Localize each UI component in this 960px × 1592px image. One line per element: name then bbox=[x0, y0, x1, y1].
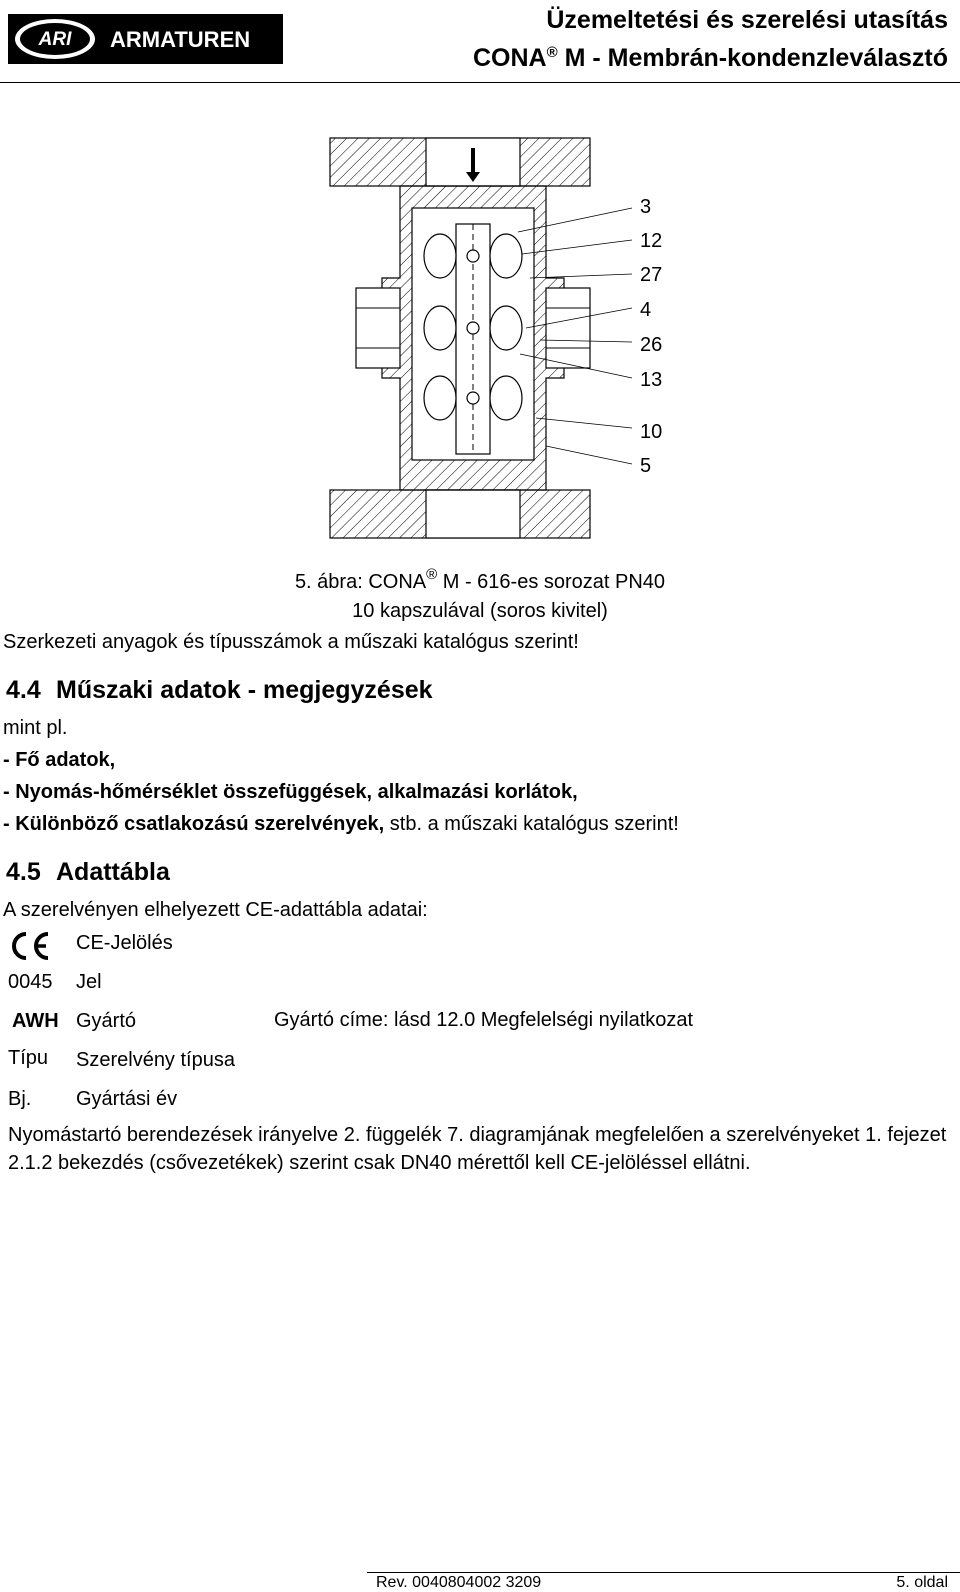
nameplate-value: Jel bbox=[76, 971, 102, 993]
part-label-5: 5 bbox=[640, 455, 652, 477]
section-heading-4-4: 4.4 Műszaki adatok - megjegyzések bbox=[6, 676, 433, 704]
figure-caption bbox=[0, 560, 960, 626]
ari-armaturen-logo bbox=[8, 14, 283, 64]
part-label-26: 26 bbox=[640, 334, 663, 356]
nameplate-value: Gyártási év bbox=[76, 1088, 178, 1110]
part-label-12: 12 bbox=[640, 230, 663, 252]
materials-note: Szerkezeti anyagok és típusszámok a műszaki katalógus szerint! bbox=[3, 631, 579, 653]
nameplate-key: Bj. bbox=[8, 1088, 32, 1110]
section-4-5-intro: A szerelvényen elhelyezett CE-adattábla adatai: bbox=[3, 899, 428, 921]
ce-marking-paragraph: Nyomástartó berendezések irányelve 2. függelék 7. diagramjának megfelelően a szerelvényeket 1. fejezet 2.1.2 bekezdés (csővezetékek) szerint csak DN40 mérettől kell CE-jelöléssel ellátni. bbox=[8, 1124, 947, 1174]
nameplate-key: AWH bbox=[12, 1010, 59, 1032]
header-divider bbox=[0, 82, 960, 83]
nameplate-value: CE-Jelölés bbox=[76, 932, 173, 954]
part-label-13: 13 bbox=[640, 369, 663, 391]
revision-number: Rev. 0040804002 3209 bbox=[376, 1574, 542, 1591]
svg-text:ARI: ARI bbox=[38, 29, 72, 50]
manufacturer-address: Gyártó címe: lásd 12.0 Megfelelségi nyilatkozat bbox=[274, 1009, 694, 1031]
page-number: 5. oldal bbox=[896, 1574, 948, 1591]
caption-line-1: 5. ábra: CONA® M - 616-es sorozat PN40 bbox=[294, 566, 666, 593]
nameplate-value: Szerelvény típusa bbox=[76, 1049, 235, 1071]
ce-mark-icon bbox=[8, 930, 52, 968]
part-label-4: 4 bbox=[640, 299, 652, 321]
list-item: - Különböző csatlakozású szerelvények, stb. a műszaki katalógus szerint! bbox=[3, 813, 679, 835]
section-heading-4-5: 4.5 Adattábla bbox=[6, 858, 170, 886]
list-item: - Fő adatok, bbox=[3, 749, 116, 771]
part-label-3: 3 bbox=[640, 196, 652, 218]
title-line-2: CONA® M - Membrán-kondenzleválasztó bbox=[472, 44, 948, 72]
nameplate-value: Gyártó bbox=[76, 1010, 137, 1032]
svg-text:ARMATUREN: ARMATUREN bbox=[110, 27, 251, 52]
footer-divider bbox=[367, 1572, 960, 1573]
nameplate-key: 0045 bbox=[8, 971, 53, 993]
nameplate-key: Típu bbox=[8, 1047, 49, 1069]
title-line-1: Üzemeltetési és szerelési utasítás bbox=[546, 6, 948, 34]
caption-line-2: 10 kapszulával (soros kivitel) bbox=[352, 600, 608, 622]
list-item: - Nyomás-hőmérséklet összefüggések, alkalmazási korlátok, bbox=[3, 781, 578, 803]
part-label-10: 10 bbox=[640, 421, 663, 443]
part-label-27: 27 bbox=[640, 264, 663, 286]
section-4-4-intro: mint pl. bbox=[3, 717, 68, 739]
document-title bbox=[473, 4, 948, 75]
